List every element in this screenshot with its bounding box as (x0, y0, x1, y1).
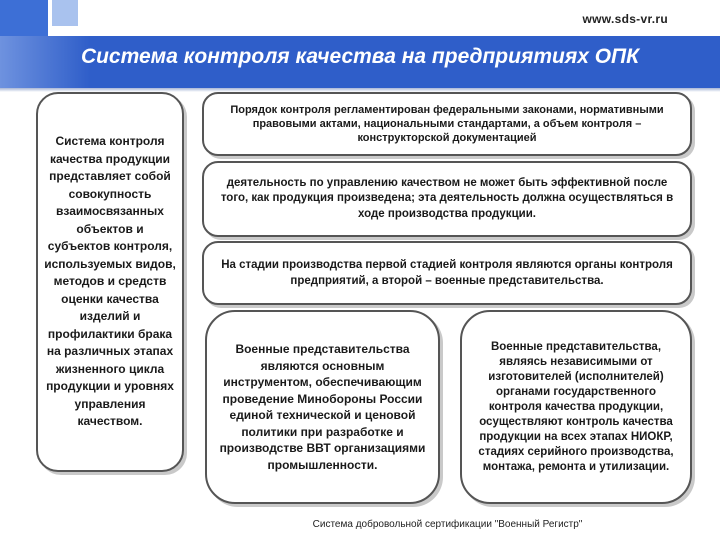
quality-management-box (202, 161, 692, 237)
military-representation-tool-box (205, 310, 440, 504)
military-representation-control-text: Военные представительства, являясь независимыми от изготовителей (исполнителей) органами государственного контроля качества продукции, осуществляют контроль качества продукции на всех этапах НИОКР, стадиях серийного производства, монтажа, ремонта и утилизации. (478, 340, 674, 473)
site-url: www.sds-vr.ru (582, 12, 668, 26)
decor-square-dark (0, 0, 48, 40)
military-representation-tool-text: Военные представительства являются основным инструментом, обеспечивающим проведение Минобороны России единой технической и ценовой политики при разработке и производстве ВВТ организациями промышленности. (219, 342, 426, 472)
page-title: Система контроля качества на предприятиях ОПК (80, 45, 640, 68)
footer-caption: Система добровольной сертификации "Военный Регистр" (312, 519, 583, 530)
quality-management-text: деятельность по управлению качеством не может быть эффективной после того, как продукция произведена; эта деятельность должна осуществляться в ходе производства продукции. (220, 176, 674, 220)
military-representation-control-box (460, 310, 692, 504)
decor-square-light (52, 0, 78, 26)
definition-text: Система контроля качества продукции представляет собой совокупность взаимосвязанных объектов и субъектов контроля, используемых видов, методов и средств оценки качества изделий и профилактики брака на различных этапах жизненного цикла продукции и уровнях управления качеством. (44, 134, 176, 429)
regulation-text: Порядок контроля регламентирован федеральными законами, нормативными правовыми актами, национальными стандартами, а объем контроля – конструкторской документацией (230, 104, 664, 144)
control-stages-box (202, 241, 692, 305)
control-stages-text: На стадии производства первой стадией контроля являются органы контроля предприятий, а второй – военные представительства. (221, 259, 673, 287)
regulation-box (202, 92, 692, 156)
definition-box (36, 92, 184, 472)
